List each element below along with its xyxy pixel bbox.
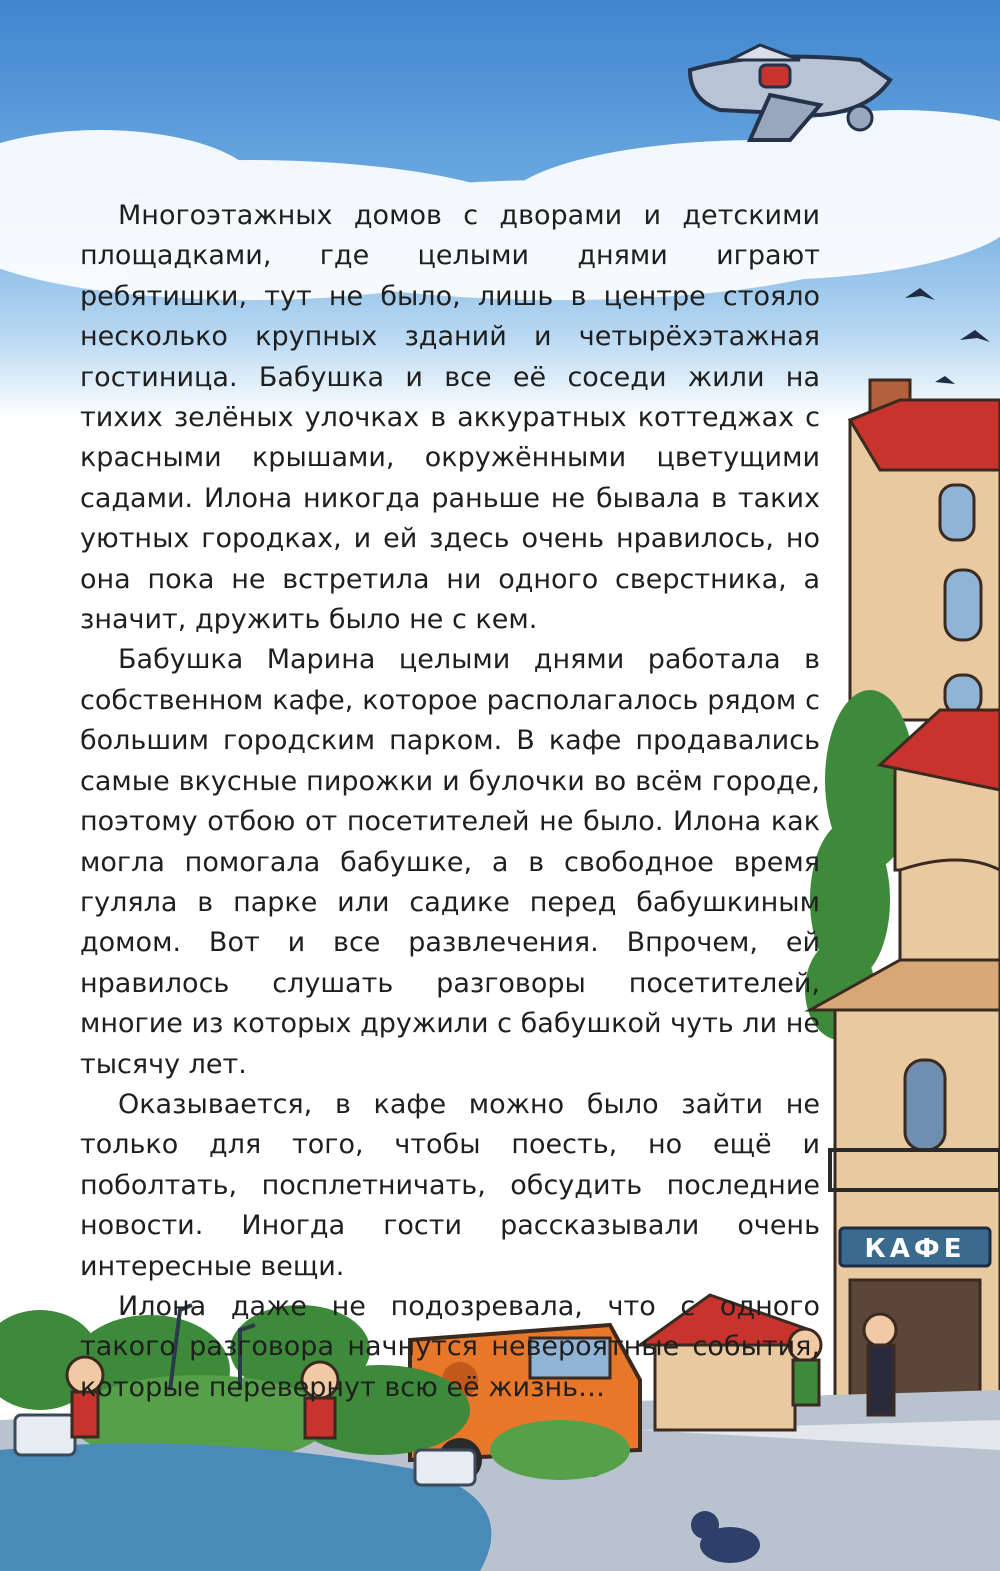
bird-icons: [905, 288, 990, 384]
paragraph: Многоэтажных домов с дворами и детскими площадками, где целыми днями играют ребятишки, тут не было, лишь в центре стояло несколько крупных зданий и четырёхэтажная гостиница. Бабушка и все её соседи жили на тихих зелёных улочках в аккуратных коттеджах с красными крышами, окружёнными цветущими садами. Илона никогда раньше не бывала в таких уютных городках, и ей здесь очень нравилось, но она пока не встретила ни одного сверстника, а значит, дружить было не с кем.: [80, 200, 820, 636]
cafe-sign-text: КАФЕ: [864, 1234, 966, 1264]
paragraph: Оказывается, в кафе можно было зайти не только для того, чтобы поесть, но ещё и поболтать, посплетничать, обсудить последние новости. Иногда гости рассказывали очень интересные вещи.: [80, 1088, 820, 1282]
paragraph: Бабушка Марина целыми днями работала в собственном кафе, которое располагалось рядом с большим городским парком. В кафе продавались самые вкусные пирожки и булочки во всём городе, поэтому отбою от посетителей не было. Илона как могла помогала бабушке, а в свободное время гуляла в парке или садике перед бабушкиным домом. Вот и все развлечения. Впрочем, ей нравилось слушать разговоры посетителей, многие из которых дружили с бабушкой чуть ли не тысячу лет.: [80, 644, 820, 1080]
building-tower: [850, 380, 1000, 720]
airplane-icon: [690, 45, 890, 140]
page-text: [80, 196, 820, 1408]
paragraph: Илона даже не подозревала, что с одного такого разговора начнутся невероятные события, которые перевернут всю её жизнь…: [80, 1290, 820, 1403]
